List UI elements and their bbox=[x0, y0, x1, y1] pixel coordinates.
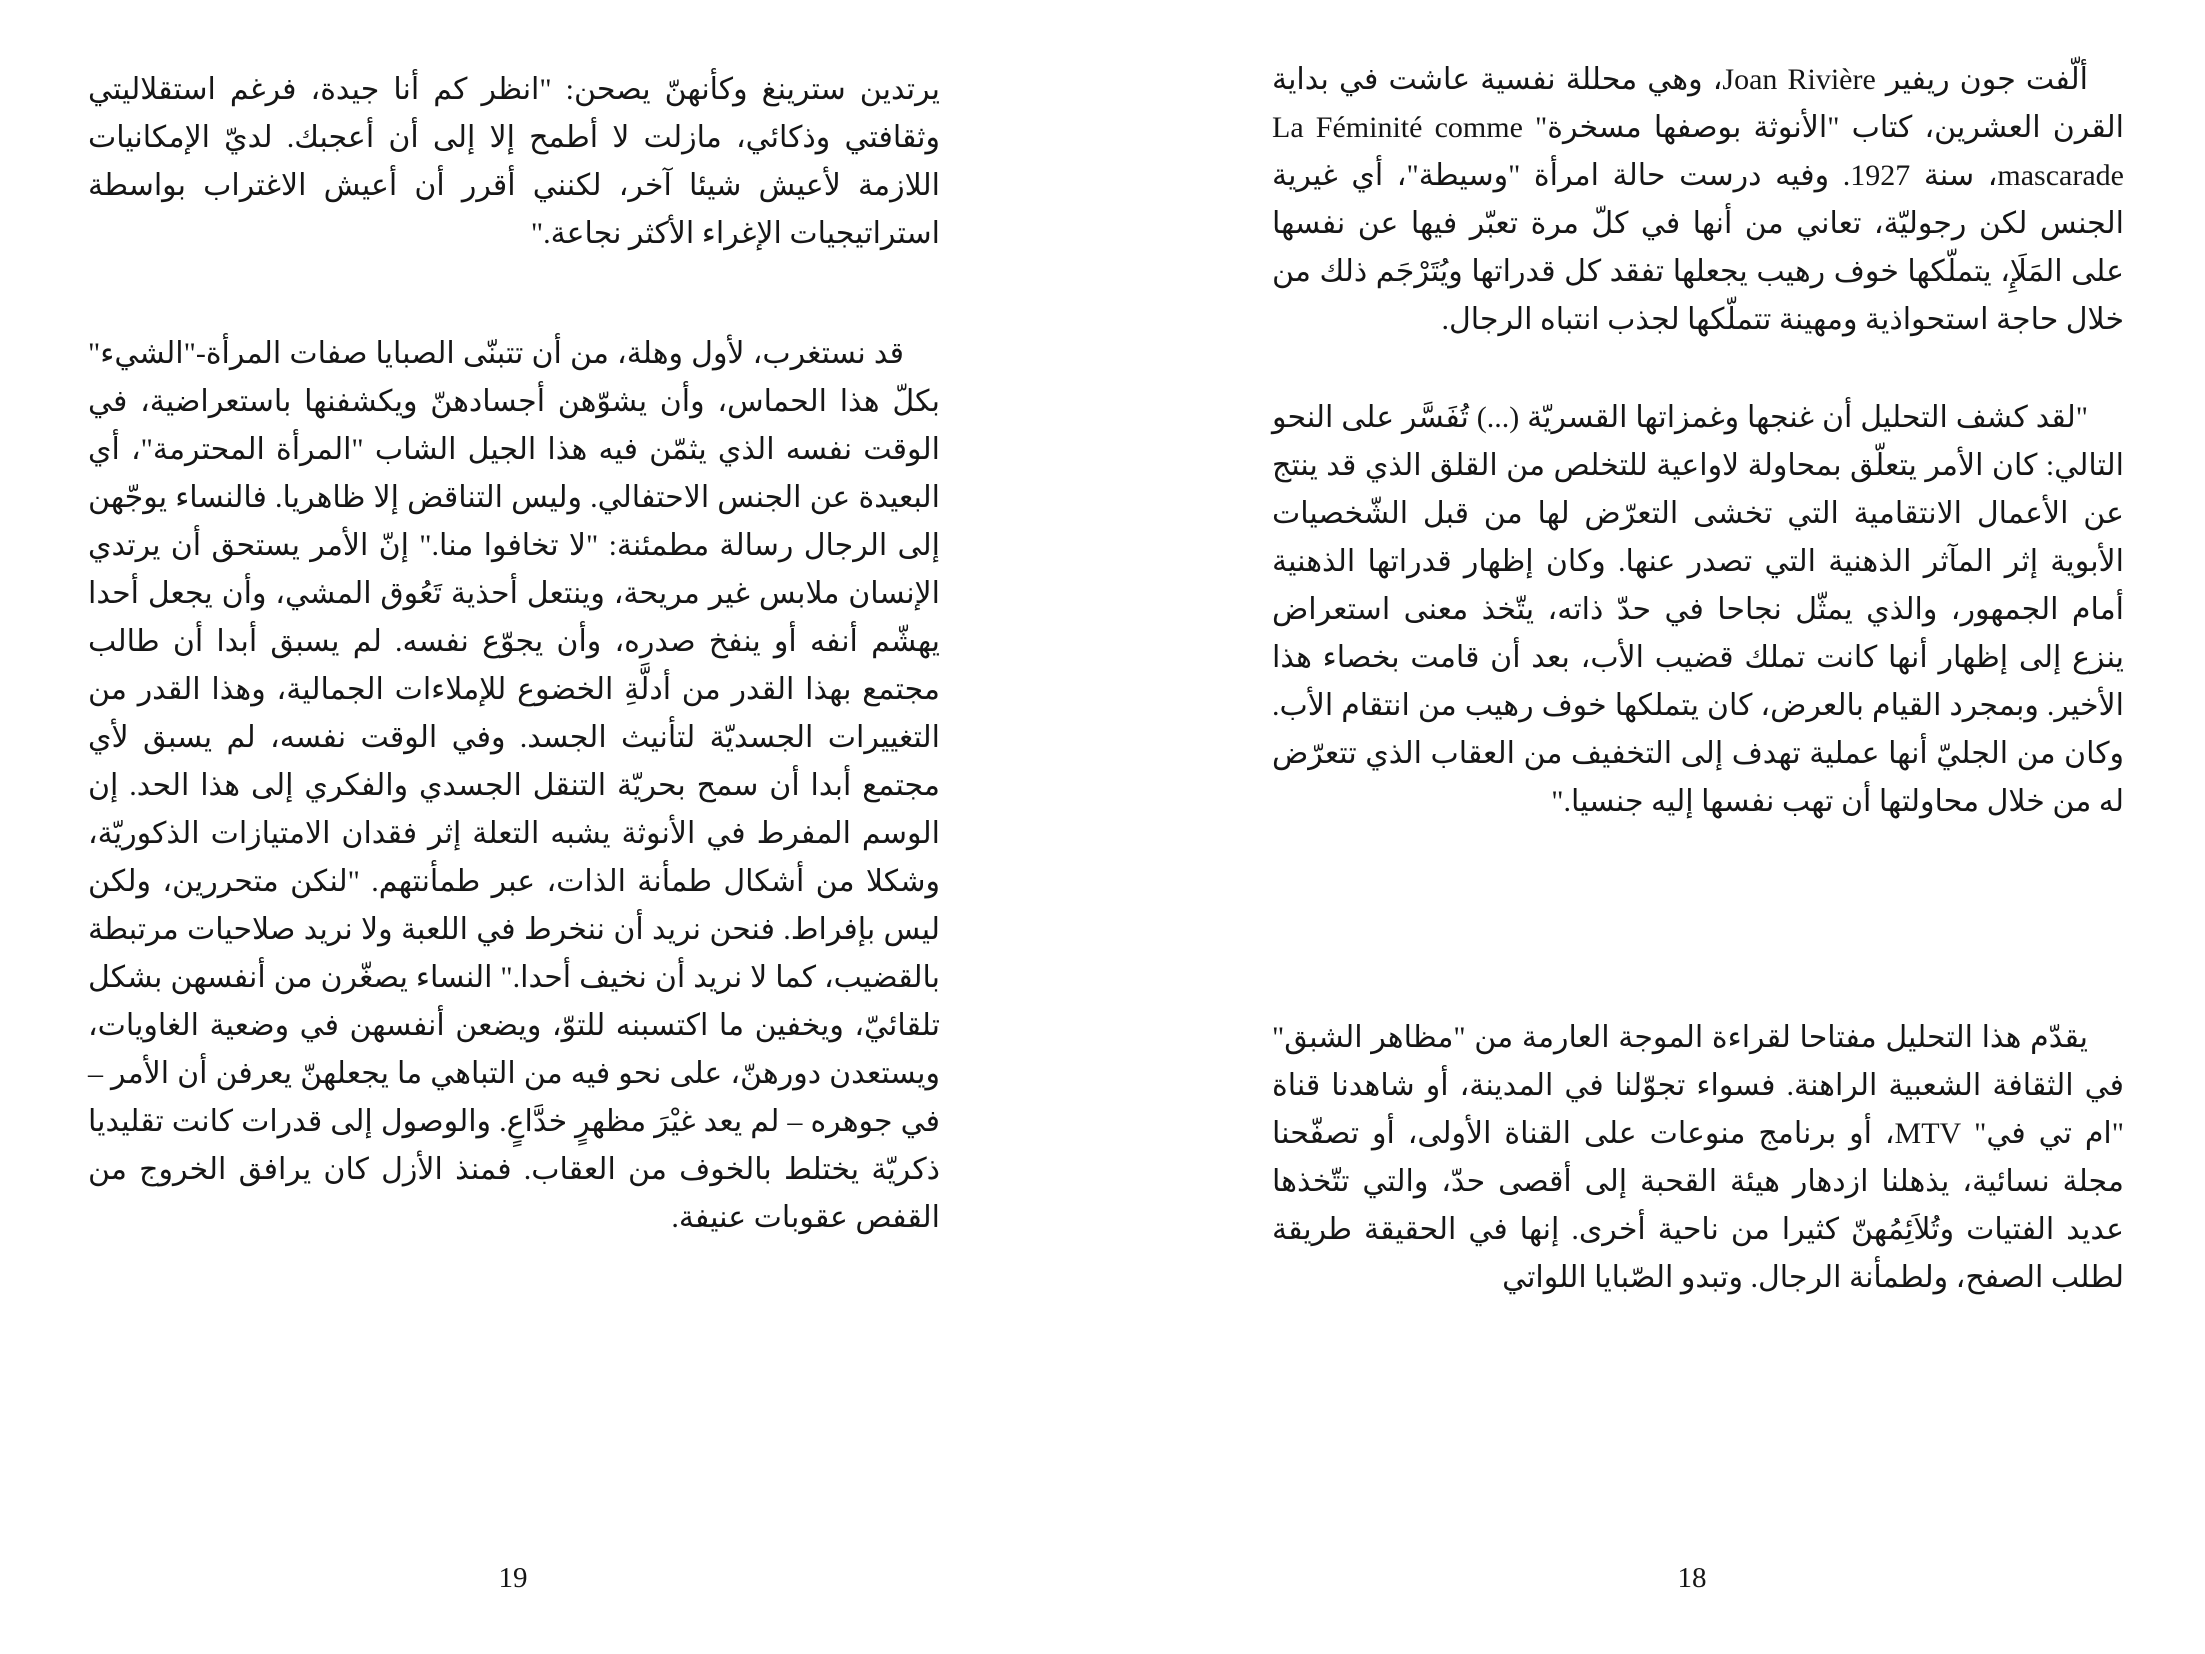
paragraph: قد نستغرب، لأول وهلة، من أن تتبنّى الصبايا صفات المرأة-"الشيء" بكلّ هذا الحماس، وأن يشوّهن أجسادهنّ ويكشفنها باستعراضية، في الوقت نفسه الذي يثمّن فيه هذا الجيل الشاب "المرأة المحترمة"، أي البعيدة عن الجنس الاحتفالي. وليس التناقض إلا ظاهريا. فالنساء يوجّهن إلى الرجال رسالة مطمئنة: "لا تخافوا منا." إنّ الأمر يستحق أن يرتدي الإنسان ملابس غير مريحة، وينتعل أحذية تَعُوق المشي، وأن يجعل أحدا يهشّم أنفه أو ينفخ صدره، وأن يجوّع نفسه. لم يسبق أبدا أن طالب مجتمع بهذا القدر من أدلَّةِ الخضوع للإملاءات الجمالية، وهذا القدر من التغييرات الجسديّة لتأنيث الجسد. وفي الوقت نفسه، لم يسبق لأي مجتمع أبدا أن سمح بحريّة التنقل الجسدي والفكري إلى هذا الحد. إن الوسم المفرط في الأنوثة يشبه التعلة إثر فقدان الامتيازات الذكوريّة، وشكلا من أشكال طمأنة الذات، عبر طمأنتهم. "لنكن متحررين، ولكن ليس بإفراط. فنحن نريد أن ننخرط في اللعبة ولا نريد صلاحيات مرتبطة بالقضيب، كما لا نريد أن نخيف أحدا." النساء يصغّرن من أنفسهن بشكل تلقائيّ، ويخفين ما اكتسبنه للتوّ، ويضعن أنفسهن في وضعية الغاويات، ويستعدن دورهنّ، على نحو فيه من التباهي ما يجعلهنّ يعرفن أن الأمر – في جوهره – لم يعد غيْرَ مظهرٍ خدَّاعٍ. والوصول إلى قدرات كانت تقليديا ذكريّة يختلط بالخوف من العقاب. فمنذ الأزل كان يرافق الخروج من القفص عقوبات عنيفة. bbox=[88, 337, 940, 1234]
paragraph: يقدّم هذا التحليل مفتاحا لقراءة الموجة العارمة من "مظاهر الشبق" في الثقافة الشعبية الراهنة. فسواء تجوّلنا في المدينة، أو شاهدنا قناة "ام تي في" MTV، أو برنامج منوعات على القناة الأولى، أو تصفّحنا مجلة نسائية، يذهلنا ازدهار هيئة القحبة إلى أقصى حدّ، والتي تتّخذها عديد الفتيات وتُلاَئِمُهنّ كثيرا من ناحية أخرى. إنها في الحقيقة طريقة لطلب الصفح، ولطمأنة الرجال. وتبدو الصّبايا اللواتي bbox=[1272, 1021, 2124, 1294]
page-18 bbox=[1103, 0, 2205, 1654]
paragraph: ألّفت جون ريفير Joan Rivière، وهي محللة نفسية عاشت في بداية القرن العشرين، كتاب "الأنوثة بوصفها مسخرة" La Féminité comme mascarade، سنة 1927. وفيه درست حالة امرأة "وسيطة"، أي غيرية الجنس لكن رجوليّة، تعاني من أنها في كلّ مرة تعبّر فيها عن نفسها على المَلَإِ، يتملّكها خوف رهيب يجعلها تفقد كل قدراتها ويُتَرْجَم ذلك من خلال حاجة استحواذية ومهينة تتملّكها لجذب انتباه الرجال. bbox=[1272, 63, 2124, 336]
page-number: 19 bbox=[498, 1562, 528, 1594]
page-19 bbox=[0, 0, 1102, 1654]
paragraph-blockquote: "لقد كشف التحليل أن غنجها وغمزاتها القسريّة (...) تُفَسَّر على النحو التالي: كان الأمر يتعلّق بمحاولة لاواعية للتخلص من القلق الذي قد ينتج عن الأعمال الانتقامية التي تخشى التعرّض لها من قبل الشّخصيات الأبوية إثر المآثر الذهنية التي تصدر عنها. وكان إظهار قدراتها الذهنية أمام الجمهور، والذي يمثّل نجاحا في حدّ ذاته، يتّخذ معنى استعراض ينزع إلى إظهار أنها كانت تملك قضيب الأب، بعد أن قامت بخصاء هذا الأخير. وبمجرد القيام بالعرض، كان يتملكها خوف رهيب من انتقام الأب. وكان من الجليّ أنها عملية تهدف إلى التخفيف من العقاب الذي تتعرّض له من خلال محاولتها أن تهب نفسها إليه جنسيا." bbox=[1272, 401, 2124, 818]
paragraph-continuation: يرتدين سترينغ وكأنهنّ يصحن: "انظر كم أنا جيدة، فرغم استقلاليتي وثقافتي وذكائي، مازلت لا أطمح إلا إلى أن أعجبك. لديّ الإمكانيات اللازمة لأعيش شيئا آخر، لكنني أقرر أن أعيش الاغتراب بواسطة استراتيجيات الإغراء الأكثر نجاعة." bbox=[88, 73, 940, 250]
page-19-text-column bbox=[88, 66, 940, 1242]
page-18-text-column bbox=[1272, 56, 2124, 1302]
page-number: 18 bbox=[1677, 1562, 1707, 1594]
